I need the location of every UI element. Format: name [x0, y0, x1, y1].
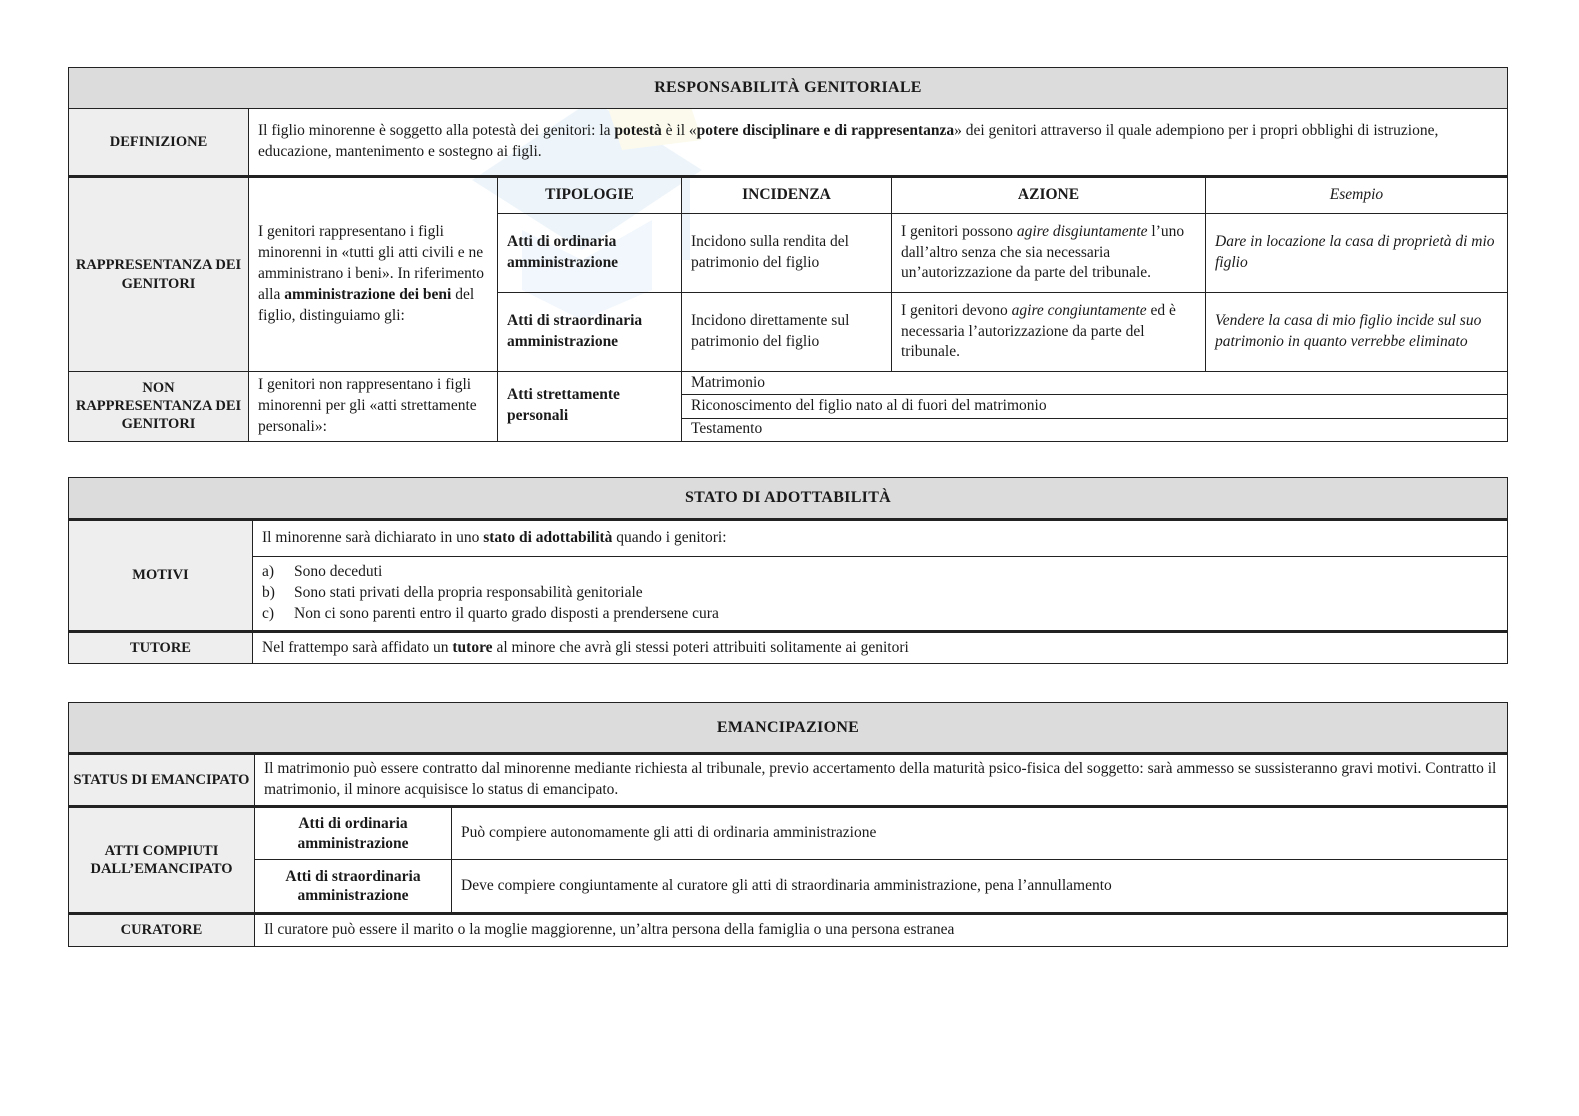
header-tipologie: TIPOLOGIE [498, 177, 682, 214]
section-title: STATO DI ADOTTABILITÀ [69, 478, 1508, 520]
header-azione: AZIONE [892, 177, 1206, 214]
list-item: b) Sono stati privati della propria responsabilità genitoriale [262, 584, 643, 602]
atto-personale-item: Riconoscimento del figlio nato al di fuori del matrimonio [682, 395, 1508, 418]
non-rappresentanza-text: I genitori non rappresentano i figli minorenni per gli «atti strettamente personali»: [249, 372, 498, 442]
atti-ordinaria-label: Atti di ordinaria amministrazione [255, 807, 452, 860]
atti-ordinaria-text: Può compiere autonomamente gli atti di ordinaria amministrazione [452, 807, 1508, 860]
section-title: EMANCIPAZIONE [69, 703, 1508, 754]
definizione-label: DEFINIZIONE [69, 109, 249, 177]
definizione-text: Il figlio minorenne è soggetto alla potestà dei genitori: la potestà è il «potere disciplinare e di rappresentanza» dei genitori attraverso il quale adempiono per i propri obblighi di istruzione, educazione, mantenimento e sostegno ai figli. [249, 109, 1508, 177]
atti-straordinaria-text: Deve compiere congiuntamente al curatore gli atti di straordinaria amministrazione, pena l’annullamento [452, 860, 1508, 914]
motivi-intro: Il minorenne sarà dichiarato in uno stato di adottabilità quando i genitori: [253, 520, 1508, 557]
atti-emancipato-label: ATTI COMPIUTI DALL’EMANCIPATO [69, 807, 255, 914]
esempio-straordinaria: Vendere la casa di mio figlio incide sul suo patrimonio in quanto verrebbe eliminato [1206, 293, 1508, 372]
rappresentanza-text: I genitori rappresentano i figli minorenni in «tutti gli atti civili e ne amministrano i beni». In riferimento alla amministrazione dei beni del figlio, distinguiamo gli: [249, 177, 498, 372]
responsabilita-genitoriale-table [68, 67, 1508, 442]
esempio-ordinaria: Dare in locazione la casa di proprietà di mio figlio [1206, 214, 1508, 293]
stato-adottabilita-table [68, 477, 1508, 664]
tutore-label: TUTORE [69, 632, 253, 664]
non-rappresentanza-label: NON RAPPRESENTANZA DEI GENITORI [69, 372, 249, 442]
incidenza-ordinaria: Incidono sulla rendita del patrimonio del figlio [682, 214, 892, 293]
atto-personale-item: Matrimonio [682, 372, 1508, 395]
curatore-label: CURATORE [69, 914, 255, 947]
motivi-list [253, 557, 1508, 632]
emancipazione-table [68, 702, 1508, 947]
azione-straordinaria: I genitori devono agire congiuntamente ed è necessaria l’autorizzazione da parte del tribunale. [892, 293, 1206, 372]
tipologia-straordinaria: Atti di straordinaria amministrazione [498, 293, 682, 372]
list-item: a) Sono deceduti [262, 563, 383, 581]
status-emancipato-text: Il matrimonio può essere contratto dal minorenne mediante richiesta al tribunale, previo accertamento della maturità psico-fisica del soggetto: sarà ammesso se sussisteranno gravi motivi. Contratto il matrimonio, il minore acquisisce lo status di emancipato. [255, 754, 1508, 807]
tipologia-ordinaria: Atti di ordinaria amministrazione [498, 214, 682, 293]
azione-ordinaria: I genitori possono agire disgiuntamente l’uno dall’altro senza che sia necessaria un’autorizzazione da parte del tribunale. [892, 214, 1206, 293]
rappresentanza-label: RAPPRESENTANZA DEI GENITORI [69, 177, 249, 372]
atti-personali-label: Atti strettamente personali [498, 372, 682, 442]
atti-straordinaria-label: Atti di straordinaria amministrazione [255, 860, 452, 914]
list-item: c) Non ci sono parenti entro il quarto grado disposti a prendersene cura [262, 604, 719, 622]
header-esempio: Esempio [1206, 177, 1508, 214]
curatore-text: Il curatore può essere il marito o la moglie maggiorenne, un’altra persona della famiglia o una persona estranea [255, 914, 1508, 947]
tutore-text: Nel frattempo sarà affidato un tutore al minore che avrà gli stessi poteri attribuiti solitamente ai genitori [253, 632, 1508, 664]
header-incidenza: INCIDENZA [682, 177, 892, 214]
status-emancipato-label: STATUS DI EMANCIPATO [69, 754, 255, 807]
incidenza-straordinaria: Incidono direttamente sul patrimonio del figlio [682, 293, 892, 372]
section-title: RESPONSABILITÀ GENITORIALE [69, 68, 1508, 109]
motivi-label: MOTIVI [69, 520, 253, 632]
atto-personale-item: Testamento [682, 418, 1508, 441]
